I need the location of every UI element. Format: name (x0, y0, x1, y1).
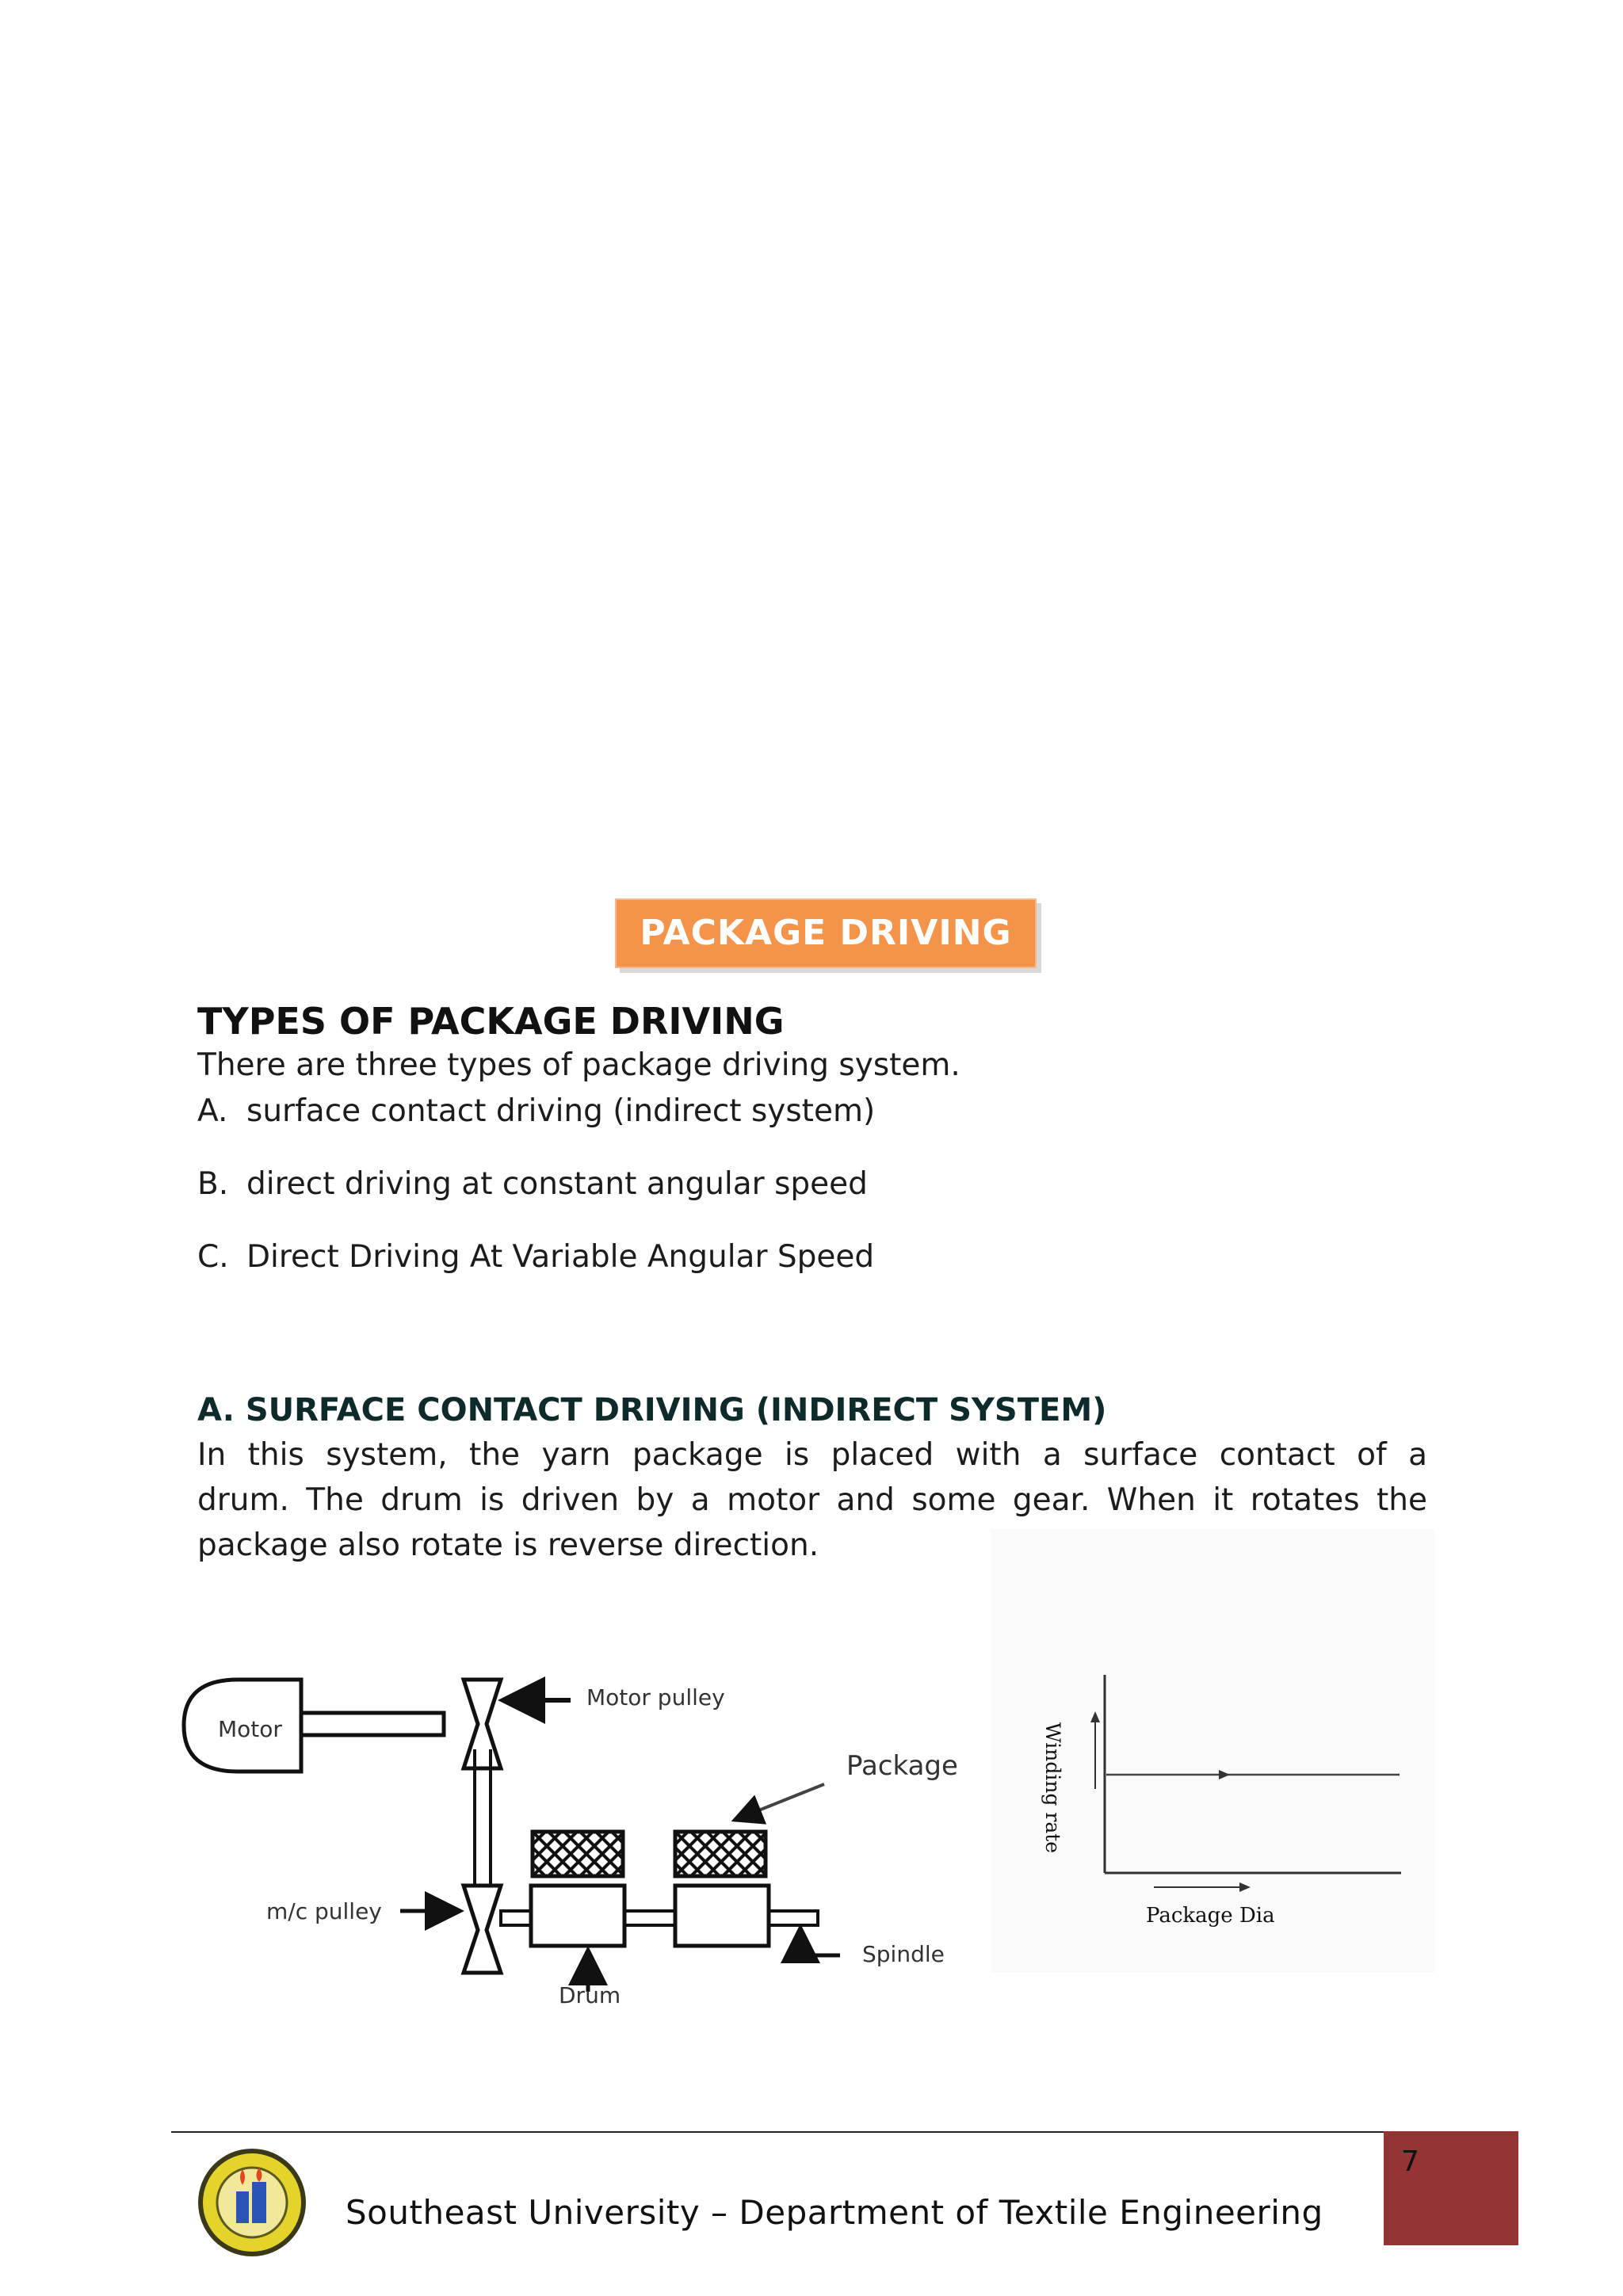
y-axis-label: Winding rate (1041, 1722, 1064, 1854)
section-a-heading: A. SURFACE CONTACT DRIVING (INDIRECT SYSTEM) (197, 1392, 1107, 1428)
page-heading: TYPES OF PACKAGE DRIVING (197, 1000, 785, 1043)
line-direction-marker (1219, 1770, 1230, 1779)
paragraph-line: package also rotate is reverse direction. (197, 1527, 819, 1563)
type-item-a (197, 1093, 875, 1129)
spindle-arrow (800, 1932, 840, 1955)
motor-pulley-label: Motor pulley (586, 1684, 725, 1711)
drum-right (675, 1886, 769, 1946)
type-text: surface contact driving (indirect system) (246, 1093, 876, 1129)
type-text: Direct Driving At Variable Angular Speed (246, 1239, 875, 1275)
university-logo (195, 2145, 309, 2260)
drum-label: Drum (559, 1982, 621, 2008)
package-drive-diagram (174, 1648, 999, 2020)
section-banner: PACKAGE DRIVING (615, 898, 1037, 968)
motor-pulley (464, 1680, 501, 1768)
type-item-c (197, 1239, 874, 1275)
type-letter: A. (197, 1093, 228, 1129)
mc-pulley-label: m/c pulley (266, 1898, 382, 1924)
type-item-b (197, 1166, 868, 1202)
intro-text: There are three types of package driving system. (197, 1047, 960, 1083)
type-text: direct driving at constant angular speed (246, 1166, 868, 1202)
winding-rate-graph (1030, 1664, 1426, 1933)
page-number: 7 (1401, 2145, 1419, 2178)
paragraph-line: drum. The drum is driven by a motor and some gear. When it rotates the (197, 1482, 1427, 1518)
drum-left (531, 1886, 624, 1946)
package-arrow (737, 1784, 824, 1819)
type-letter: C. (197, 1239, 229, 1275)
package-label: Package (846, 1750, 958, 1782)
paragraph-line: In this system, the yarn package is placed with a surface contact of a (197, 1437, 1427, 1473)
motor-label: Motor (218, 1716, 282, 1742)
x-axis-label: Package Dia (1146, 1904, 1275, 1928)
type-letter: B. (197, 1166, 229, 1202)
package-right (675, 1832, 766, 1876)
footer-divider (171, 2131, 1518, 2133)
spindle-label: Spindle (862, 1941, 945, 1967)
package-left (533, 1832, 623, 1876)
mc-pulley (464, 1886, 501, 1973)
motor-shaft (301, 1713, 444, 1735)
footer-institution: Southeast University – Department of Textile Engineering (346, 2193, 1323, 2232)
